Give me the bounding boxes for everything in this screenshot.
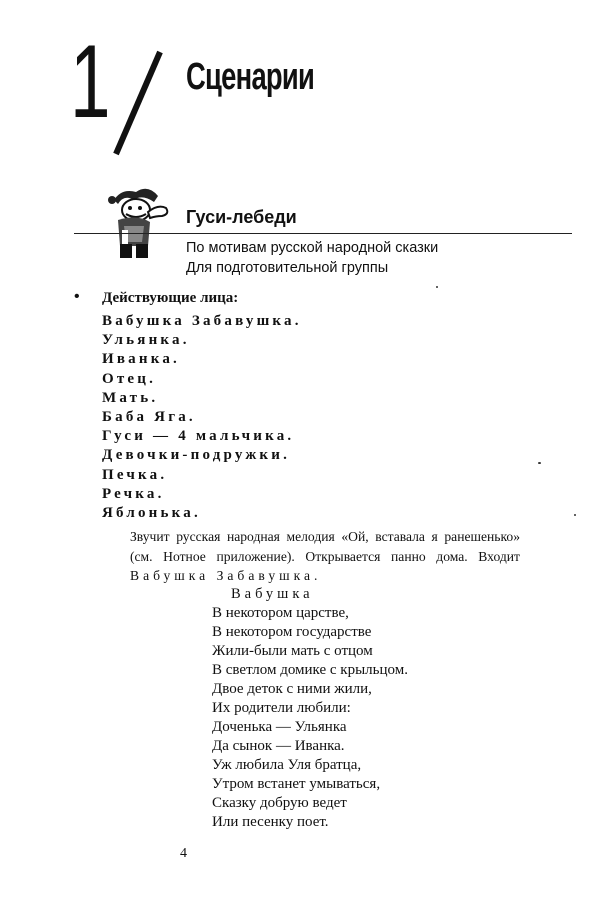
chapter-number: 1 xyxy=(70,24,110,140)
verse-line: Доченька — Ульянка xyxy=(212,719,347,735)
verse-block xyxy=(212,604,408,832)
cast-item: Ульянка. xyxy=(102,332,190,349)
header-divider xyxy=(74,233,572,234)
stage-direction xyxy=(130,527,520,586)
cast-item: Мать. xyxy=(102,389,159,406)
verse-line: В некотором государстве xyxy=(212,624,372,640)
speaker-name: Вабушка xyxy=(231,586,314,602)
cast-item: Печка. xyxy=(102,466,168,483)
cast-item: Речка. xyxy=(102,485,165,502)
cast-item: Вабушка Забавушка. xyxy=(102,313,302,329)
page-number: 4 xyxy=(180,846,187,861)
stage-direction-character: Вабушка Забавушка xyxy=(130,568,315,583)
cast-item: Баба Яга. xyxy=(102,408,196,425)
verse-line: Да сынок — Иванка. xyxy=(212,738,345,754)
cast-item: Иванка. xyxy=(102,351,180,368)
play-title: Гуси-лебеди xyxy=(186,207,297,227)
verse-line: Их родители любили: xyxy=(212,700,351,716)
bullet-icon: • xyxy=(74,288,80,305)
verse-line: Утром встанет умываться, xyxy=(212,776,381,792)
verse-line: Или песенку поет. xyxy=(212,814,329,830)
stage-direction-text: Звучит русская народная мелодия «Ой, вставала я ранешенько» (см. Нотное приложение). Открывается панно дома. Входит xyxy=(130,529,520,564)
scan-speck xyxy=(574,514,576,516)
verse-line: Сказку добрую ведет xyxy=(212,795,347,811)
cast-item: Гуси — 4 мальчика. xyxy=(102,428,295,445)
verse-line: Уж любила Уля братца, xyxy=(212,757,362,773)
play-subtitle-line: По мотивам русской народной сказки xyxy=(186,240,439,256)
verse-line: Жили-были мать с отцом xyxy=(212,643,373,659)
cast-item: Отец. xyxy=(102,370,157,387)
jester-mascot-icon xyxy=(96,186,174,260)
cast-list xyxy=(102,312,302,523)
scan-speck xyxy=(436,286,438,288)
scan-speck xyxy=(538,462,541,464)
play-subtitle-line: Для подготовительной группы xyxy=(186,260,389,276)
verse-line: В некотором царстве, xyxy=(212,605,349,621)
stage-direction-end: . xyxy=(314,568,318,583)
cast-item: Яблонька. xyxy=(102,504,201,521)
cast-header: Действующие лица: xyxy=(102,290,239,306)
verse-line: Двое деток с ними жили, xyxy=(212,681,372,697)
chapter-title: Сценарии xyxy=(186,56,315,98)
cast-item: Девочки-подружки. xyxy=(102,447,291,464)
chapter-slash xyxy=(108,50,168,158)
verse-line: В светлом домике с крыльцом. xyxy=(212,662,408,678)
